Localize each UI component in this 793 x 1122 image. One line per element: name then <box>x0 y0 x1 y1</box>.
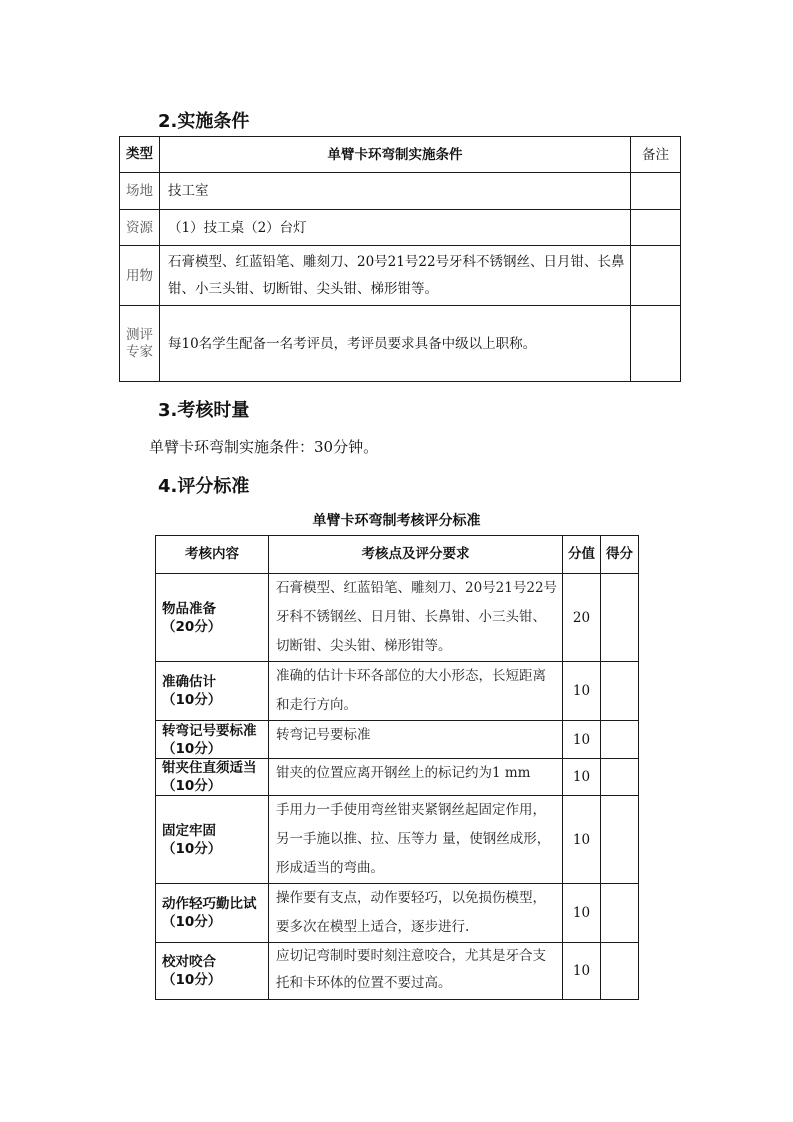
row-score: 20 <box>563 574 601 662</box>
table-row <box>156 796 639 884</box>
row-item: 固定牢固 （10分） <box>156 796 269 884</box>
row-item: 钳夹住直须适当 （10分） <box>156 759 269 796</box>
table-row <box>156 943 639 1000</box>
row-requirement: 钳夹的位置应离开钢丝上的标记约为1 mm <box>269 759 563 796</box>
row-type: 测评专家 <box>120 306 160 382</box>
row-score: 10 <box>563 759 601 796</box>
duration-text: 单臂卡环弯制实施条件：30分钟。 <box>149 438 379 456</box>
heading-duration: 3.考核时量 <box>158 400 250 421</box>
table-header-row <box>156 536 639 574</box>
row-content: （1）技工桌（2）台灯 <box>160 210 631 246</box>
row-type: 场地 <box>120 173 160 210</box>
row-got <box>601 574 639 662</box>
row-got <box>601 943 639 1000</box>
table-row <box>156 759 639 796</box>
row-requirement: 应切记弯制时要时刻注意咬合，尤其是牙合支托和卡环体的位置不要过高。 <box>269 943 563 1000</box>
row-note <box>631 246 681 306</box>
row-requirement: 石膏模型、红蓝铅笔、雕刻刀、20号21号22号牙科不锈钢丝、日月钳、长鼻钳、小三头钳、切断钳、尖头钳、梯形钳等。 <box>269 574 563 662</box>
header-score: 分值 <box>563 536 601 574</box>
row-got <box>601 884 639 943</box>
scoring-table-title: 单臂卡环弯制考核评分标准 <box>312 513 481 529</box>
table-row <box>156 662 639 721</box>
table-row <box>156 574 639 662</box>
table-header-row <box>120 137 681 173</box>
row-score: 10 <box>563 721 601 759</box>
row-score: 10 <box>563 796 601 884</box>
row-content: 技工室 <box>160 173 631 210</box>
row-note <box>631 210 681 246</box>
header-conditions: 单臂卡环弯制实施条件 <box>160 137 631 173</box>
table-row <box>120 210 681 246</box>
row-content: 每10名学生配备一名考评员，考评员要求具备中级以上职称。 <box>160 306 631 382</box>
table-row <box>156 721 639 759</box>
row-got <box>601 796 639 884</box>
table-row <box>120 306 681 382</box>
row-note <box>631 306 681 382</box>
row-item: 物品准备 （20分） <box>156 574 269 662</box>
row-requirement: 手用力一手使用弯丝钳夹紧钢丝起固定作用，另一手施以推、拉、压等力 量，使钢丝成形，形成适当的弯曲。 <box>269 796 563 884</box>
row-requirement: 转弯记号要标准 <box>269 721 563 759</box>
row-note <box>631 173 681 210</box>
header-requirements: 考核点及评分要求 <box>269 536 563 574</box>
row-score: 10 <box>563 943 601 1000</box>
row-got <box>601 721 639 759</box>
row-requirement: 操作要有支点，动作要轻巧，以免损伤模型，要多次在模型上适合，逐步进行. <box>269 884 563 943</box>
implementation-conditions-table <box>119 136 681 382</box>
scoring-table <box>155 535 639 1000</box>
row-content: 石膏模型、红蓝铅笔、雕刻刀、20号21号22号牙科不锈钢丝、日月钳、长鼻钳、小三头钳、切断钳、尖头钳、梯形钳等。 <box>160 246 631 306</box>
row-item: 准确估计 （10分） <box>156 662 269 721</box>
row-type: 资源 <box>120 210 160 246</box>
header-type: 类型 <box>120 137 160 173</box>
row-score: 10 <box>563 662 601 721</box>
header-note: 备注 <box>631 137 681 173</box>
table-row <box>156 884 639 943</box>
table-row <box>120 246 681 306</box>
row-got <box>601 759 639 796</box>
row-item: 转弯记号要标准 （10分） <box>156 721 269 759</box>
row-score: 10 <box>563 884 601 943</box>
row-got <box>601 662 639 721</box>
header-content: 考核内容 <box>156 536 269 574</box>
row-item: 校对咬合 （10分） <box>156 943 269 1000</box>
heading-scoring-criteria: 4.评分标准 <box>158 476 250 497</box>
row-type: 用物 <box>120 246 160 306</box>
header-got: 得分 <box>601 536 639 574</box>
row-item: 动作轻巧勤比试 （10分） <box>156 884 269 943</box>
heading-implementation-conditions: 2.实施条件 <box>158 111 250 132</box>
table-row <box>120 173 681 210</box>
row-requirement: 准确的估计卡环各部位的大小形态，长短距离和走行方向。 <box>269 662 563 721</box>
